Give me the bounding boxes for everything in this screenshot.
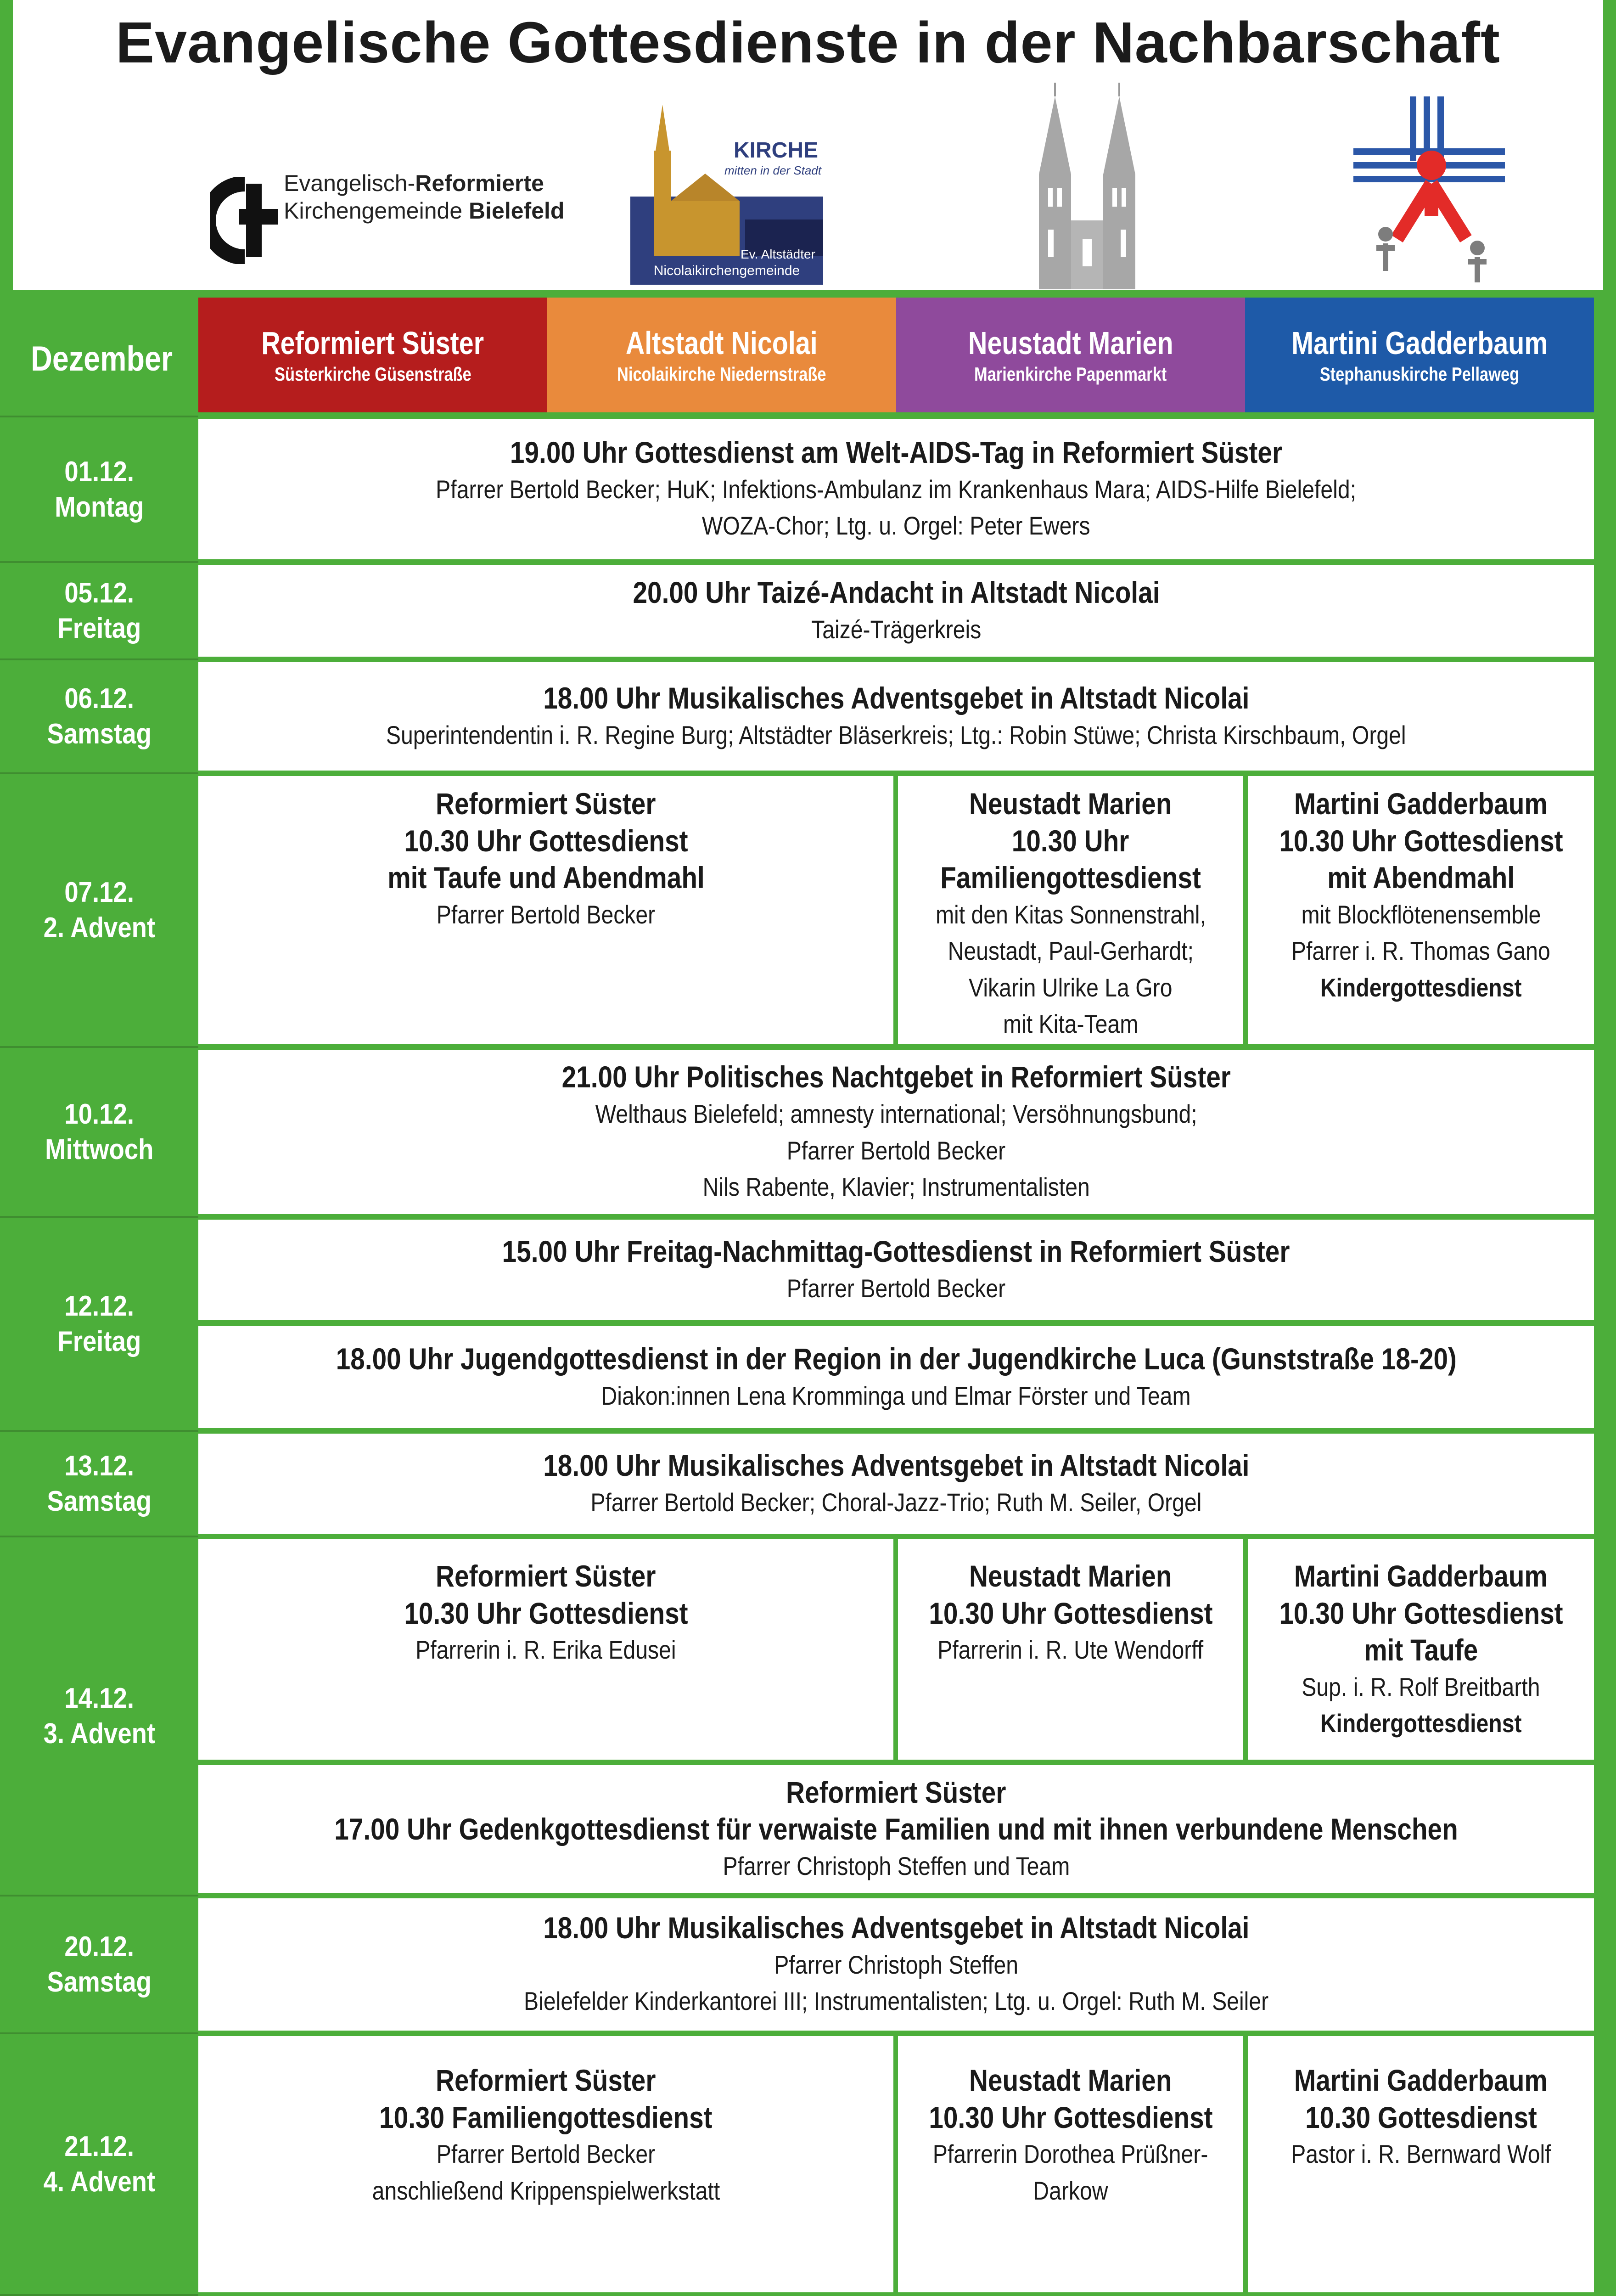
event-1412-marien: Neustadt Marien 10.30 Uhr Gottesdienst Pfarrerin i. R. Ute Wendorff	[898, 1539, 1243, 1760]
nicolai-logo-kirche: KIRCHE	[734, 138, 819, 163]
day-label: 01.12. Montag	[55, 456, 144, 523]
event-0512: 20.00 Uhr Taizé-Andacht in Altstadt Nicolai Taizé-Trägerkreis	[198, 565, 1594, 657]
day-label: 06.12. Samstag	[47, 682, 152, 750]
event-1412-gedenk: Reformiert Süster 17.00 Uhr Gedenkgottesdienst für verwaiste Familien und mit ihnen verbundene Menschen Pfarrer Christoph Steffen und Team	[198, 1765, 1594, 1893]
day-label: 14.12. 3. Advent	[43, 1682, 155, 1750]
event-0112: 19.00 Uhr Gottesdienst am Welt-AIDS-Tag in Reformiert Süster Pfarrer Bertold Becker; HuK; Infektions-Ambulanz im Krankenhaus Mara; AIDS-Hilfe Bielefeld; WOZA-Chor; Ltg. u. Orgel: Peter Ewers	[198, 419, 1594, 559]
event-0712-martini: Martini Gadderbaum 10.30 Uhr Gottesdienst mit Abendmahl mit Blockflötenensemble Pfarrer i. R. Thomas Gano Kindergottesdienst	[1248, 776, 1594, 1044]
day-label: 07.12. 2. Advent	[43, 876, 155, 944]
event-0712-reformiert: Reformiert Süster 10.30 Uhr Gottesdienst mit Taufe und Abendmahl Pfarrer Bertold Becker	[198, 776, 893, 1044]
event-1412-martini: Martini Gadderbaum 10.30 Uhr Gottesdienst mit Taufe Sup. i. R. Rolf Breitbarth Kindergottesdienst	[1248, 1539, 1594, 1760]
column-header-reformiert	[198, 298, 547, 412]
event-0612: 18.00 Uhr Musikalisches Adventsgebet in Altstadt Nicolai Superintendentin i. R. Regine Burg; Altstädter Bläserkreis; Ltg.: Robin Stüwe; Christa Kirschbaum, Orgel	[198, 662, 1594, 771]
day-label: 10.12. Mittwoch	[45, 1098, 154, 1165]
day-label: 20.12. Samstag	[47, 1930, 152, 1998]
reformiert-logo	[210, 165, 568, 276]
column-location: Nicolaikirche Niedernstraße	[617, 363, 826, 385]
column-location: Süsterkirche Güsenstraße	[274, 363, 471, 385]
event-2112-martini: Martini Gadderbaum 10.30 Gottesdienst Pastor i. R. Bernward Wolf	[1248, 2036, 1594, 2292]
reformiert-logo-line2b: Bielefeld	[469, 198, 565, 224]
event-0712-marien: Neustadt Marien 10.30 Uhr Familiengottesdienst mit den Kitas Sonnenstrahl, Neustadt, Paul-Gerhardt; Vikarin Ulrike La Gro mit Kita-Team	[898, 776, 1243, 1044]
column-header-marien	[896, 298, 1245, 412]
column-name: Neustadt Marien	[968, 325, 1173, 361]
page-title: Evangelische Gottesdienste in der Nachbarschaft	[116, 10, 1500, 75]
nicolai-logo	[630, 105, 823, 285]
event-1212-nachmittag: 15.00 Uhr Freitag-Nachmittag-Gottesdienst in Reformiert Süster Pfarrer Bertold Becker	[198, 1220, 1594, 1320]
reformiert-logo-line1b: Reformierte	[415, 170, 544, 196]
marien-church-icon	[1032, 83, 1142, 289]
reformiert-emblem-icon	[210, 177, 279, 264]
event-1312: 18.00 Uhr Musikalisches Adventsgebet in Altstadt Nicolai Pfarrer Bertold Becker; Choral-Jazz-Trio; Ruth M. Seiler, Orgel	[198, 1434, 1594, 1534]
reformiert-logo-line2a: Kirchengemeinde	[284, 198, 469, 224]
event-2112-reformiert: Reformiert Süster 10.30 Familiengottesdienst Pfarrer Bertold Becker anschließend Krippenspielwerkstatt	[198, 2036, 893, 2292]
reformiert-logo-line1a: Evangelisch-	[284, 170, 415, 196]
nicolai-logo-sub: mitten in der Stadt	[724, 163, 821, 177]
day-label: 12.12. Freitag	[57, 1290, 141, 1357]
day-label: 13.12. Samstag	[47, 1450, 152, 1517]
column-name: Reformiert Süster	[261, 325, 484, 361]
martini-cross-icon	[1353, 96, 1514, 285]
nicolai-logo-name2: Nicolaikirchengemeinde	[653, 263, 800, 278]
column-name: Martini Gadderbaum	[1291, 325, 1548, 361]
column-name: Altstadt Nicolai	[626, 325, 818, 361]
month-label: Dezember	[31, 339, 173, 378]
event-1212-jugend: 18.00 Uhr Jugendgottesdienst in der Region in der Jugendkirche Luca (Gunststraße 18-20) Diakon:innen Lena Kromminga und Elmar Förster und Team	[198, 1326, 1594, 1428]
column-header-martini	[1245, 298, 1594, 412]
event-1012: 21.00 Uhr Politisches Nachtgebet in Reformiert Süster Welthaus Bielefeld; amnesty international; Versöhnungsbund; Pfarrer Bertold Becker Nils Rabente, Klavier; Instrumentalisten	[198, 1050, 1594, 1214]
column-location: Marienkirche Papenmarkt	[974, 363, 1167, 385]
event-2112-marien: Neustadt Marien 10.30 Uhr Gottesdienst Pfarrerin Dorothea Prüßner- Darkow	[898, 2036, 1243, 2292]
header	[13, 0, 1603, 290]
event-2012: 18.00 Uhr Musikalisches Adventsgebet in Altstadt Nicolai Pfarrer Christoph Steffen Bielefelder Kinderkantorei III; Instrumentalisten; Ltg. u. Orgel: Ruth M. Seiler	[198, 1898, 1594, 2031]
column-location: Stephanuskirche Pellaweg	[1319, 363, 1520, 385]
column-header-nicolai	[547, 298, 896, 412]
day-label: 21.12. 4. Advent	[43, 2130, 155, 2198]
day-label: 05.12. Freitag	[57, 577, 141, 644]
nicolai-logo-name1: Ev. Altstädter	[741, 247, 815, 261]
event-1412-reformiert: Reformiert Süster 10.30 Uhr Gottesdienst Pfarrerin i. R. Erika Edusei	[198, 1539, 893, 1760]
